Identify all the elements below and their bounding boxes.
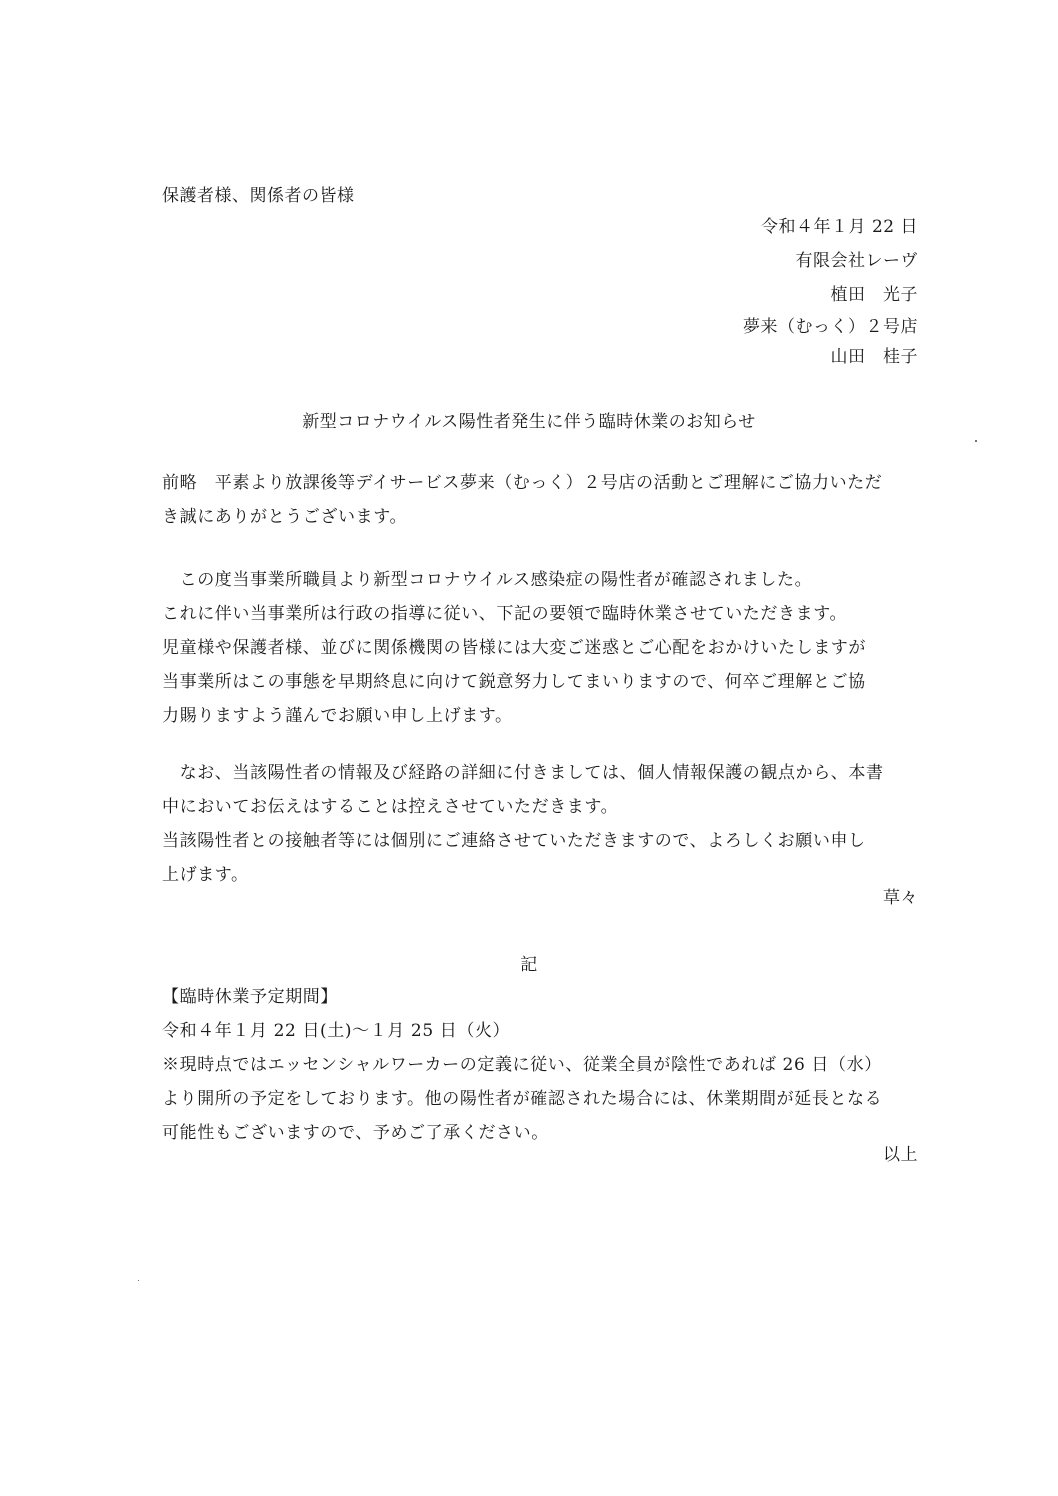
note-line: 可能性もございますので、予めご了承ください。 xyxy=(162,1123,549,1143)
note-line: ※現時点ではエッセンシャルワーカーの定義に従い、従業全員が陰性であれば 26 日（水） xyxy=(162,1055,882,1075)
greeting-line: 前略 平素より放課後等デイサービス夢来（むっく）２号店の活動とご理解にご協力いただ xyxy=(162,473,883,493)
scan-speck xyxy=(138,1280,139,1281)
announcement-paragraph xyxy=(162,563,917,733)
privacy-line: 当該陽性者との接触者等には個別にご連絡させていただきますので、よろしくお願い申し xyxy=(162,831,866,851)
recipients-line: 保護者様、関係者の皆様 xyxy=(162,186,355,206)
sender-company: 有限会社レーヴ xyxy=(795,251,918,271)
privacy-line: なお、当該陽性者の情報及び経路の詳細に付きましては、個人情報保護の観点から、本書 xyxy=(162,763,884,783)
section-heading: 【臨時休業予定期間】 xyxy=(162,987,338,1007)
note-line: より開所の予定をしております。他の陽性者が確認された場合には、休業期間が延長となる xyxy=(162,1089,883,1109)
scan-speck xyxy=(975,440,977,442)
end-word: 以上 xyxy=(883,1145,918,1165)
sender-store-person: 山田 桂子 xyxy=(830,347,918,367)
ki-heading: 記 xyxy=(520,955,538,975)
greeting-line: き誠にありがとうございます。 xyxy=(162,507,408,527)
document-title: 新型コロナウイルス陽性者発生に伴う臨時休業のお知らせ xyxy=(302,412,756,432)
closure-period: 令和４年１月 22 日(土)～１月 25 日（火） xyxy=(162,1021,511,1041)
privacy-paragraph xyxy=(162,756,917,892)
announcement-line: この度当事業所職員より新型コロナウイルス感染症の陽性者が確認されました。 xyxy=(162,570,813,590)
sender-store: 夢来（むっく）２号店 xyxy=(743,317,918,337)
greeting-paragraph xyxy=(162,466,917,534)
announcement-line: これに伴い当事業所は行政の指導に従い、下記の要領で臨時休業させていただきます。 xyxy=(162,604,848,624)
closing-word: 草々 xyxy=(883,888,918,908)
announcement-line: 当事業所はこの事態を早期終息に向けて鋭意努力してまいりますので、何卒ご理解とご協 xyxy=(162,672,866,692)
date-line: 令和４年１月 22 日 xyxy=(761,217,918,237)
privacy-line: 上げます。 xyxy=(162,865,249,885)
announcement-line: 児童様や保護者様、並びに関係機関の皆様には大変ご迷惑とご心配をおかけいたしますが xyxy=(162,638,866,658)
schedule-section xyxy=(162,980,917,1150)
sender-company-person: 植田 光子 xyxy=(830,285,918,305)
privacy-line: 中においてお伝えはすることは控えさせていただきます。 xyxy=(162,797,619,817)
announcement-line: 力賜りますよう謹んでお願い申し上げます。 xyxy=(162,706,513,726)
